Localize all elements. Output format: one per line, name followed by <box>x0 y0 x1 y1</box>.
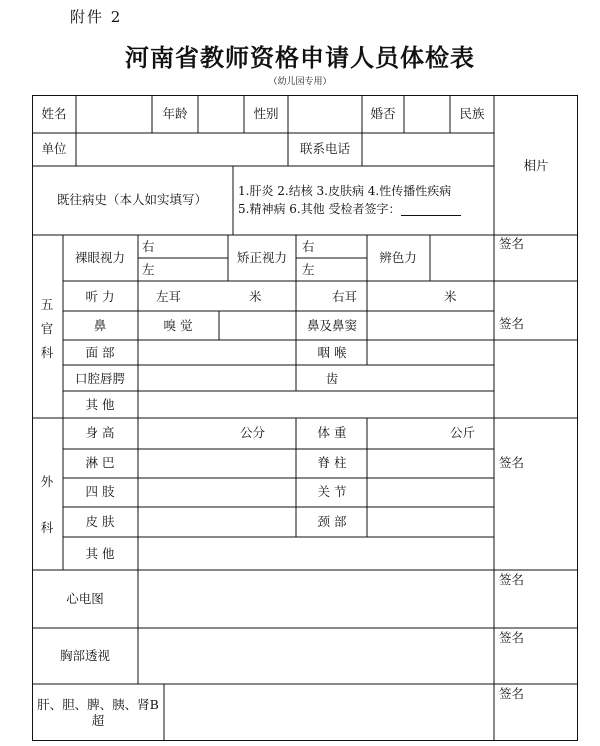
label-nose: 鼻 <box>93 318 107 333</box>
sign-ultrasound: 签名 <box>499 686 525 701</box>
label-smell: 嗅 觉 <box>163 318 193 333</box>
label-spine: 脊 柱 <box>317 455 347 470</box>
label-gender: 性别 <box>253 106 279 121</box>
attachment-label: 附件 2 <box>70 8 123 26</box>
label-chest: 胸部透视 <box>59 648 111 663</box>
right-ear-unit: 米 <box>444 289 457 304</box>
label-history: 既往病史（本人如实填写） <box>56 192 208 207</box>
label-naked-vision: 裸眼视力 <box>74 250 126 265</box>
label-oral: 口腔唇腭 <box>74 371 126 386</box>
label-sinus: 鼻及鼻窦 <box>306 318 358 333</box>
corrected-vision-left: 左 <box>302 262 315 277</box>
label-joints: 关 节 <box>317 484 347 499</box>
label-unit: 单位 <box>41 141 67 156</box>
label-marital: 婚否 <box>370 106 396 121</box>
label-lymph: 淋 巴 <box>85 455 115 470</box>
left-ear-unit: 米 <box>249 289 262 304</box>
label-ethnicity: 民族 <box>459 106 485 121</box>
naked-vision-right: 右 <box>142 239 155 254</box>
health-check-form <box>32 95 578 741</box>
label-name: 姓名 <box>41 106 67 121</box>
naked-vision-left: 左 <box>142 262 155 277</box>
form-subtitle: （幼儿园专用） <box>268 77 332 87</box>
label-color-vision: 辨色力 <box>379 250 417 265</box>
sign-ecg: 签名 <box>499 572 525 587</box>
label-hearing: 听 力 <box>85 289 115 304</box>
sign-facial-1: 签名 <box>499 236 525 251</box>
label-teeth: 齿 <box>325 371 339 386</box>
label-facial-other: 其 他 <box>85 397 115 412</box>
label-ultrasound: 肝、胆、脾、胰、肾B超 <box>37 697 159 728</box>
form-title: 河南省教师资格申请人员体检表 <box>125 44 475 72</box>
label-photo: 相片 <box>523 158 549 173</box>
history-options-1: 1.肝炎 2.结核 3.皮肤病 4.性传播性疾病 <box>238 184 452 198</box>
history-options-2 <box>238 202 461 216</box>
sign-surgery: 签名 <box>499 455 525 470</box>
label-phone: 联系电话 <box>299 141 351 156</box>
height-unit: 公分 <box>240 425 266 440</box>
weight-unit: 公斤 <box>450 425 476 440</box>
sign-chest: 签名 <box>499 630 525 645</box>
label-height: 身 高 <box>85 425 115 440</box>
signature-blank[interactable] <box>401 203 461 216</box>
label-weight: 体 重 <box>317 425 347 440</box>
label-surgery-other: 其 他 <box>85 546 115 561</box>
label-throat: 咽 喉 <box>317 345 347 360</box>
history-options-2-text: 5.精神病 6.其他 受检者签字： <box>238 202 401 216</box>
label-neck: 颈 部 <box>317 514 347 529</box>
section-surgery: 外科 <box>40 474 54 535</box>
label-ecg: 心电图 <box>66 591 104 606</box>
corrected-vision-right: 右 <box>302 239 315 254</box>
label-age: 年龄 <box>162 106 188 121</box>
label-left-ear: 左耳 <box>156 289 182 304</box>
label-corrected-vision: 矫正视力 <box>236 250 288 265</box>
label-right-ear: 右耳 <box>332 289 358 304</box>
label-limbs: 四 肢 <box>85 484 115 499</box>
label-face: 面 部 <box>85 345 115 360</box>
sign-facial-2: 签名 <box>499 316 525 331</box>
section-facial: 五官科 <box>40 297 54 360</box>
label-skin: 皮 肤 <box>85 514 115 529</box>
